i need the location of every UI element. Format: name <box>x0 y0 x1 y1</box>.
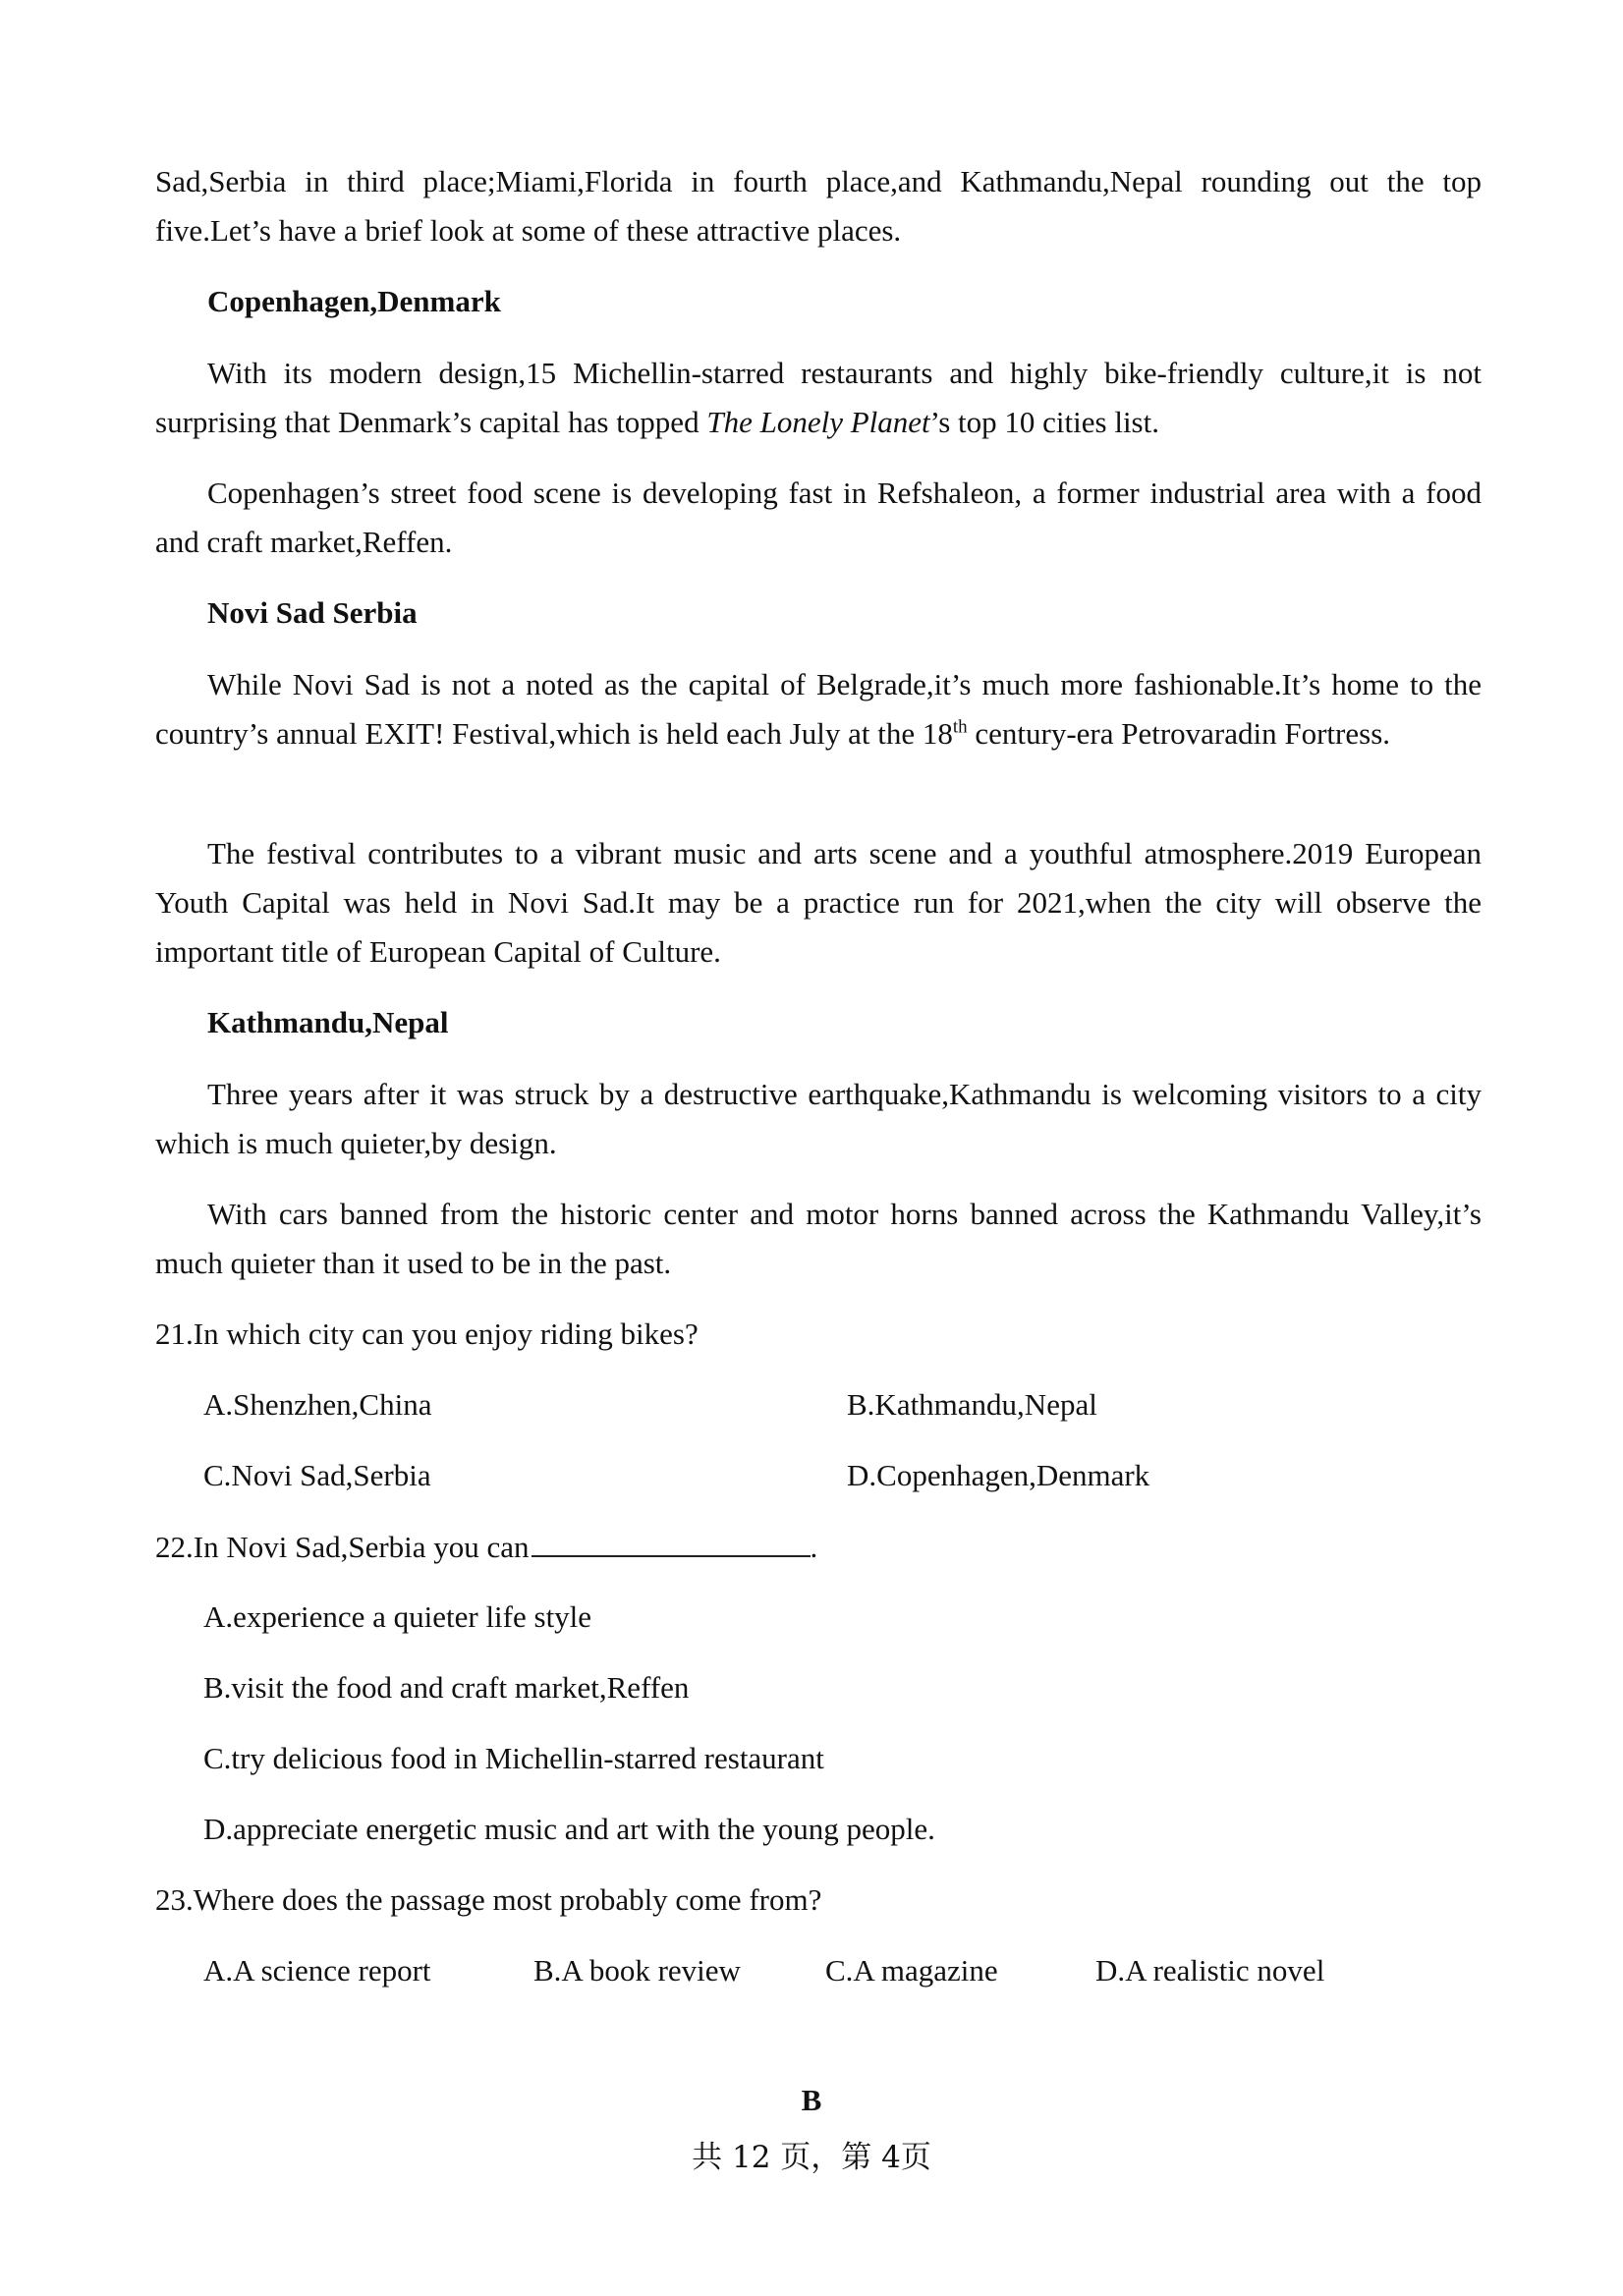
intro-continued-paragraph: Sad,Serbia in third place;Miami,Florida in fourth place,and Kathmandu,Nepal rounding out the top five.Let’s have a brief look at some of these attractive places. <box>155 164 1482 248</box>
question-22-option-b[interactable]: B.visit the food and craft market,Reffen <box>203 1670 690 1705</box>
kathmandu-paragraph-1: Three years after it was struck by a destructive earthquake,Kathmandu is welcoming visitors to a city which is much quieter,by design. <box>155 1077 1482 1160</box>
heading-kathmandu: Kathmandu,Nepal <box>207 1005 449 1039</box>
kathmandu-paragraph-2: With cars banned from the historic center and motor horns banned across the Kathmandu Valley,it’s much quieter than it used to be in the past. <box>155 1197 1482 1280</box>
page-number: 共 12 页，第 4页 <box>692 2140 931 2175</box>
novi-sad-paragraph-1 <box>155 660 1482 758</box>
question-22-stem <box>155 1522 817 1572</box>
question-23-option-a[interactable]: A.A science report <box>203 1953 431 1988</box>
novi-sad-p1-text: While Novi Sad is not a noted as the capital of Belgrade,it’s much more fashionable.It’s home to the country’s annual EXIT! Festival,which is held each July at the 18 <box>155 667 1482 751</box>
novi-sad-p1-text-end: century-era Petrovaradin Fortress. <box>967 716 1391 751</box>
question-22-option-a[interactable]: A.experience a quieter life style <box>203 1599 592 1634</box>
ordinal-superscript: th <box>952 716 968 738</box>
copenhagen-p1-text: With its modern design,15 Michellin-starred restaurants and highly bike-friendly culture,it is not surprising that Denmark’s capital has topped <box>155 356 1482 439</box>
question-21-stem: 21.In which city can you enjoy riding bikes? <box>155 1316 699 1351</box>
question-22-stem-text: 22.In Novi Sad,Serbia you can <box>155 1530 530 1564</box>
question-22-stem-end: . <box>810 1530 818 1564</box>
novi-sad-paragraph-2: The festival contributes to a vibrant music and arts scene and a youthful atmosphere.2019 European Youth Capital was held in Novi Sad.It may be a practice run for 2021,when the city will observe the important title of European Capital of Culture. <box>155 836 1482 969</box>
question-23-option-d[interactable]: D.A realistic novel <box>1095 1953 1325 1988</box>
copenhagen-paragraph-1 <box>155 349 1482 447</box>
question-21-option-b[interactable]: B.Kathmandu,Nepal <box>847 1387 1097 1422</box>
lonely-planet-title: The Lonely Planet <box>706 405 930 439</box>
heading-copenhagen: Copenhagen,Denmark <box>207 284 501 318</box>
heading-novi-sad: Novi Sad Serbia <box>207 595 418 630</box>
question-21-option-c[interactable]: C.Novi Sad,Serbia <box>203 1458 431 1492</box>
question-21-option-d[interactable]: D.Copenhagen,Denmark <box>847 1458 1150 1492</box>
question-23-stem: 23.Where does the passage most probably come from? <box>155 1882 822 1917</box>
section-letter: B <box>801 2083 822 2117</box>
answer-blank[interactable] <box>532 1522 811 1557</box>
copenhagen-paragraph-2: Copenhagen’s street food scene is developing fast in Refshaleon, a former industrial area with a food and craft market,Reffen. <box>155 476 1482 559</box>
question-21-option-a[interactable]: A.Shenzhen,China <box>203 1387 432 1422</box>
question-23-option-b[interactable]: B.A book review <box>533 1953 741 1988</box>
question-22-option-d[interactable]: D.appreciate energetic music and art with the young people. <box>203 1812 935 1846</box>
copenhagen-p1-text-end: ’s top 10 cities list. <box>929 405 1159 439</box>
question-22-option-c[interactable]: C.try delicious food in Michellin-starred restaurant <box>203 1741 824 1775</box>
question-23-option-c[interactable]: C.A magazine <box>825 1953 998 1988</box>
